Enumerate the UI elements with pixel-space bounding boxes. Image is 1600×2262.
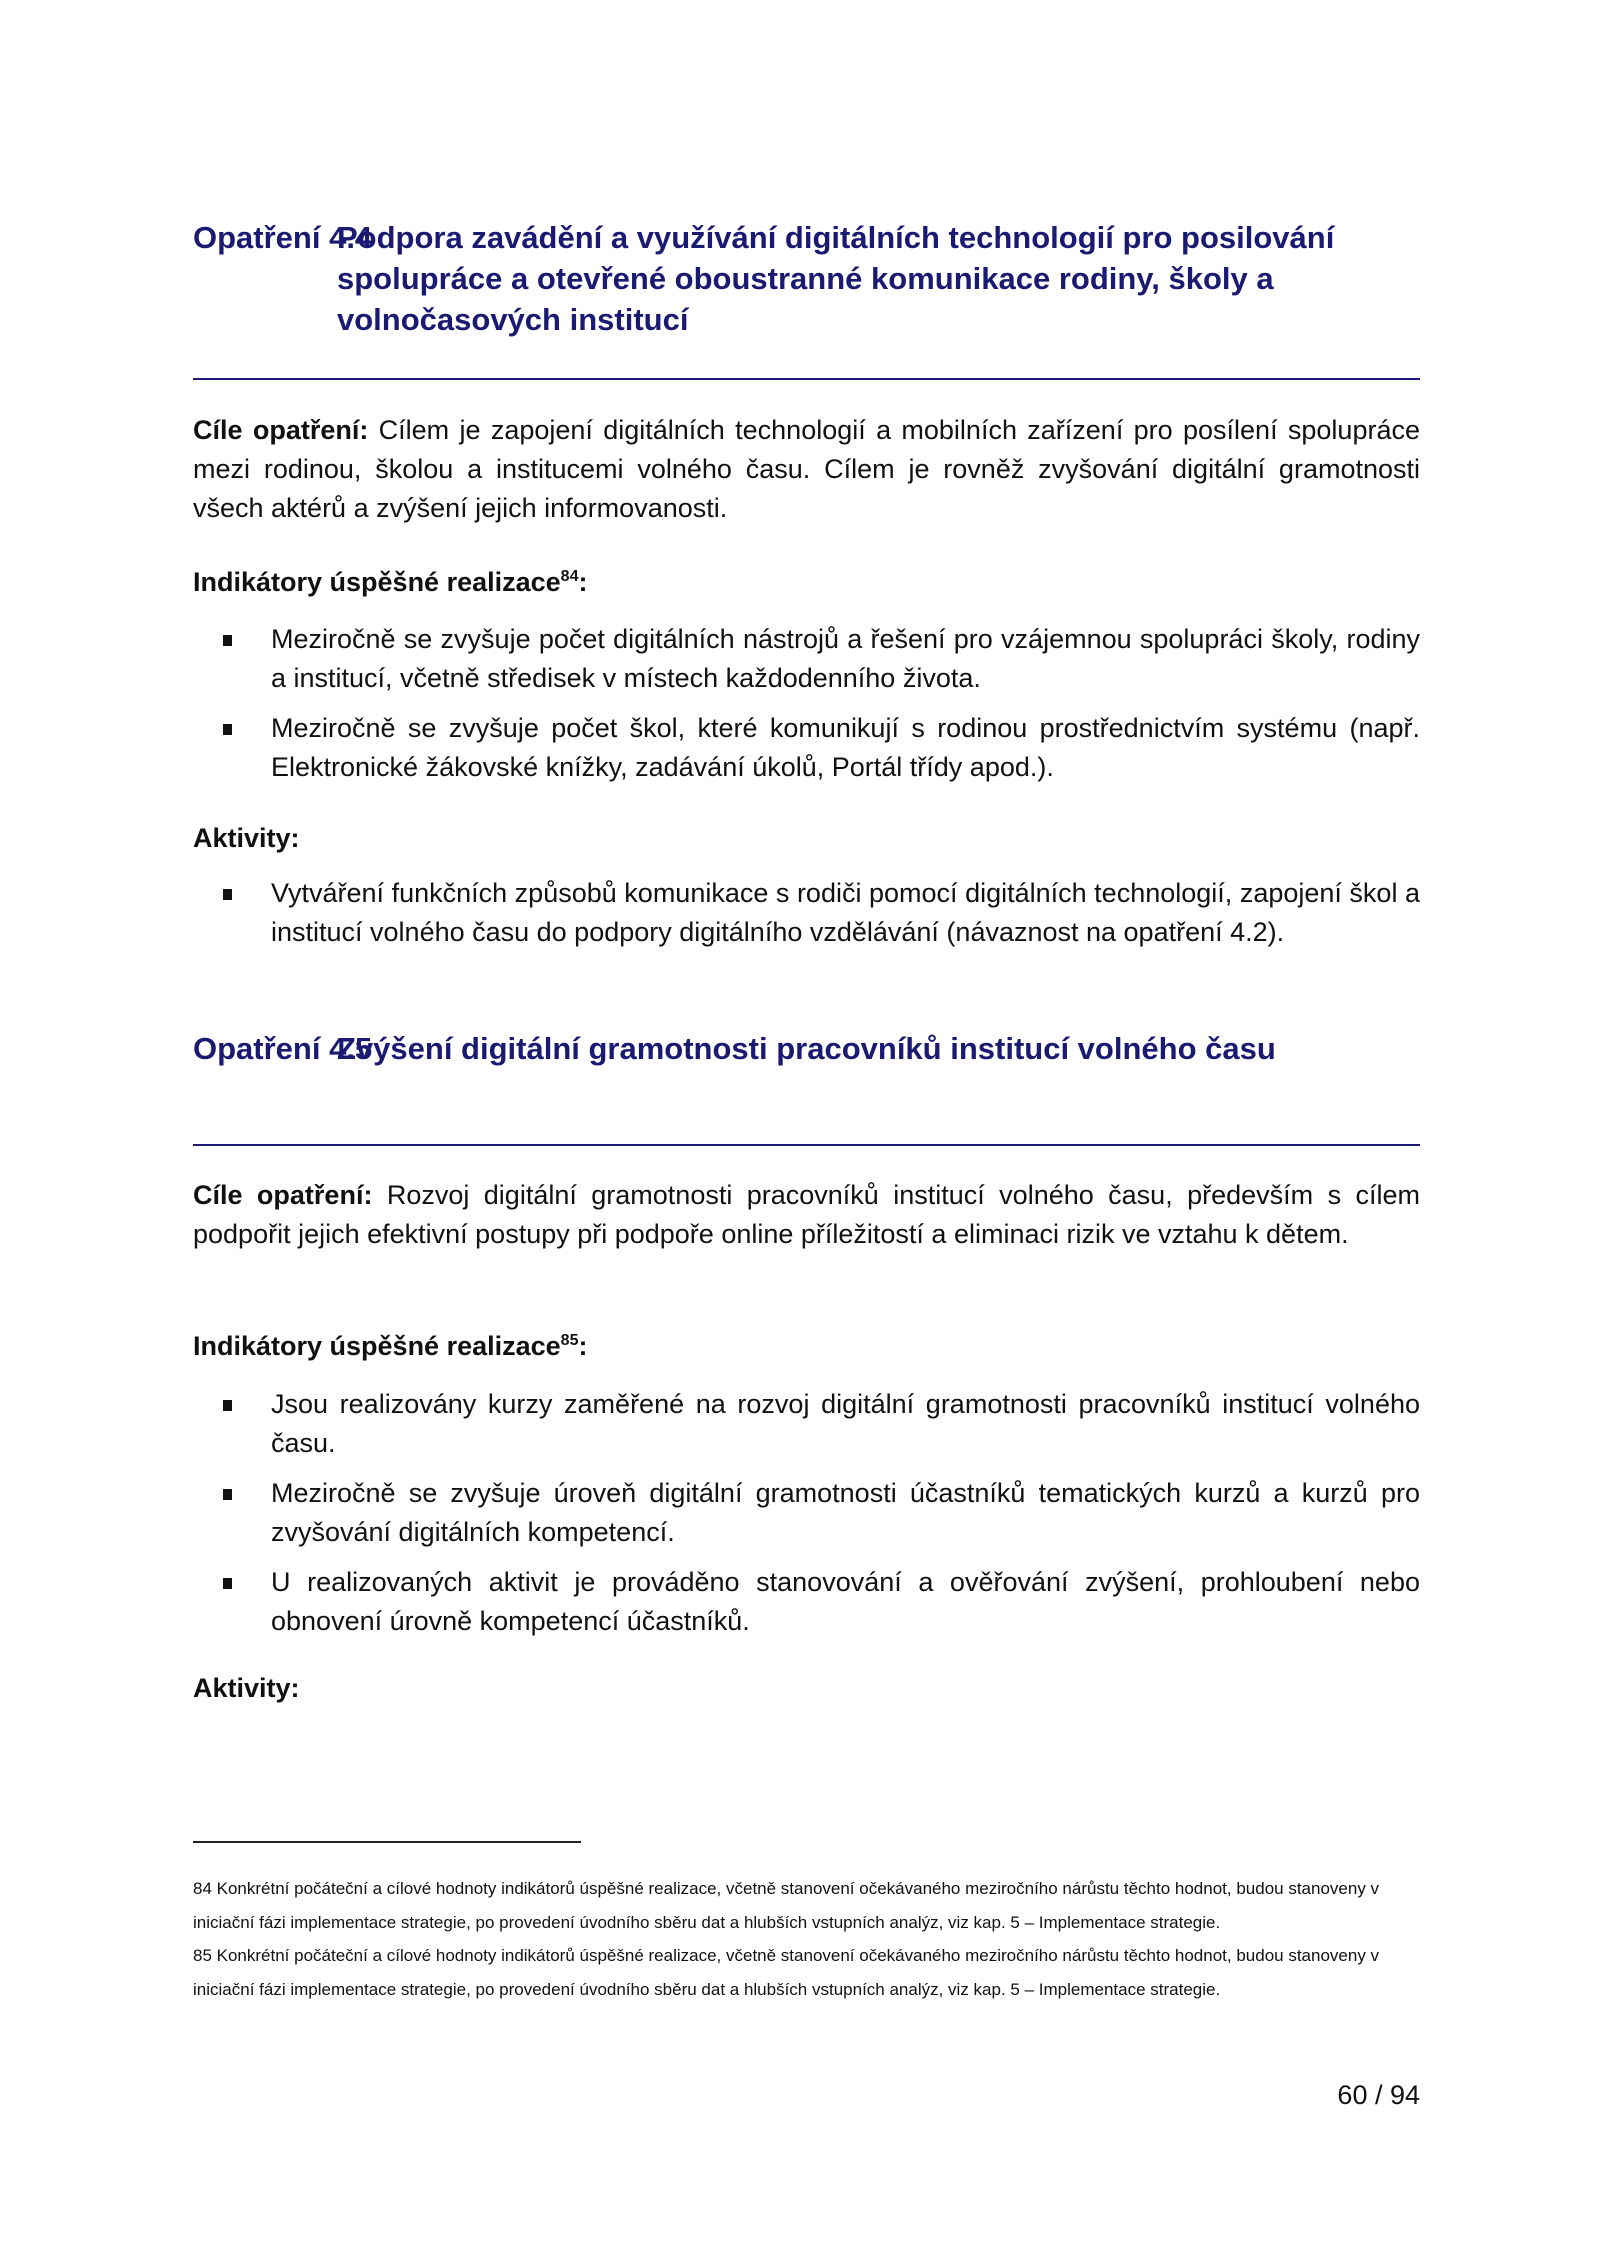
- footnote-84: 84 Konkrétní počáteční a cílové hodnoty indikátorů úspěšné realizace, včetně stanovení očekávaného meziročního nárůstu těchto hodnot, budou stanoveny v iniciační fázi implementace strategie, po provedení úvodního sběru dat a hlubších vstupních analýz, viz kap. 5 – Implementace strategie.: [193, 1879, 1380, 1932]
- heading-divider: [193, 378, 1420, 380]
- section-heading-4-4: [193, 217, 1420, 340]
- list-item-text: Meziročně se zvyšuje úroveň digitální gramotnosti účastníků tematických kurzů a kurzů pro zvyšování digitálních kompetencí.: [271, 1478, 1420, 1547]
- section-title: Podpora zavádění a využívání digitálních technologií pro posilování spolupráce a otevřené oboustranné komunikace rodiny, školy a volnočasových institucí: [337, 220, 1335, 337]
- list-item: [193, 1563, 1420, 1641]
- goals-paragraph: [193, 1176, 1420, 1254]
- goals-label: Cíle opatření:: [193, 415, 369, 445]
- goals-text: Cílem je zapojení digitálních technologií a mobilních zařízení pro posílení spolupráce mezi rodinou, školou a institucemi volného času. Cílem je rovněž zvyšování digitální gramotnosti všech aktérů a zvýšení jejich informovanosti.: [193, 415, 1420, 523]
- colon: :: [578, 1331, 588, 1361]
- footnotes: [193, 1872, 1420, 2006]
- square-bullet-icon: [223, 1578, 232, 1589]
- section-heading-4-5: [193, 1028, 1420, 1069]
- heading-divider: [193, 1144, 1420, 1146]
- list-item: [193, 1474, 1420, 1552]
- colon: :: [578, 567, 588, 597]
- square-bullet-icon: [223, 635, 232, 646]
- activities-heading: Aktivity:: [193, 1673, 300, 1703]
- footnote-ref[interactable]: 85: [560, 1332, 579, 1349]
- goals-text: Rozvoj digitální gramotnosti pracovníků institucí volného času, především s cílem podpořit jejich efektivní postupy při podpoře online příležitostí a eliminaci rizik ve vztahu k dětem.: [193, 1180, 1420, 1249]
- indicators-heading: [193, 563, 587, 602]
- square-bullet-icon: [223, 889, 232, 900]
- indicators-list: [193, 1385, 1420, 1652]
- list-item: [193, 620, 1420, 698]
- indicators-list: [193, 620, 1420, 798]
- indicators-label: Indikátory úspěšné realizace: [193, 1331, 561, 1361]
- list-item-text: Jsou realizovány kurzy zaměřené na rozvoj digitální gramotnosti pracovníků institucí volného času.: [271, 1389, 1420, 1458]
- list-item-text: Vytváření funkčních způsobů komunikace s rodiči pomocí digitálních technologií, zapojení škol a institucí volného času do podpory digitálního vzdělávání (návaznost na opatření 4.2).: [271, 878, 1420, 947]
- list-item-text: U realizovaných aktivit je prováděno stanovování a ověřování zvýšení, prohloubení nebo obnovení úrovně kompetencí účastníků.: [271, 1567, 1420, 1636]
- list-item-text: Meziročně se zvyšuje počet škol, které komunikují s rodinou prostřednictvím systému (např. Elektronické žákovské knížky, zadávání úkolů, Portál třídy apod.).: [271, 713, 1420, 782]
- list-item: [193, 709, 1420, 787]
- footnote-ref[interactable]: 84: [560, 568, 579, 585]
- square-bullet-icon: [223, 724, 232, 735]
- section-number: Opatření 4.4: [193, 220, 373, 255]
- page-number: 60 / 94: [1337, 2080, 1420, 2110]
- square-bullet-icon: [223, 1400, 232, 1411]
- section-number: Opatření 4.5: [193, 1031, 373, 1066]
- list-item-text: Meziročně se zvyšuje počet digitálních nástrojů a řešení pro vzájemnou spolupráci školy, rodiny a institucí, včetně středisek v místech každodenního života.: [271, 624, 1420, 693]
- footnote-separator: [193, 1841, 581, 1843]
- footnote-85: 85 Konkrétní počáteční a cílové hodnoty indikátorů úspěšné realizace, včetně stanovení očekávaného meziročního nárůstu těchto hodnot, budou stanoveny v iniciační fázi implementace strategie, po provedení úvodního sběru dat a hlubších vstupních analýz, viz kap. 5 – Implementace strategie.: [193, 1946, 1380, 1999]
- indicators-heading: [193, 1327, 587, 1366]
- section-title: Zvýšení digitální gramotnosti pracovníků institucí volného času: [337, 1031, 1276, 1066]
- indicators-label: Indikátory úspěšné realizace: [193, 567, 561, 597]
- goals-paragraph: [193, 411, 1420, 528]
- list-item: [193, 1385, 1420, 1463]
- activities-list: [193, 874, 1420, 963]
- activities-heading: Aktivity:: [193, 823, 300, 853]
- square-bullet-icon: [223, 1489, 232, 1500]
- list-item: [193, 874, 1420, 952]
- goals-label: Cíle opatření:: [193, 1180, 373, 1210]
